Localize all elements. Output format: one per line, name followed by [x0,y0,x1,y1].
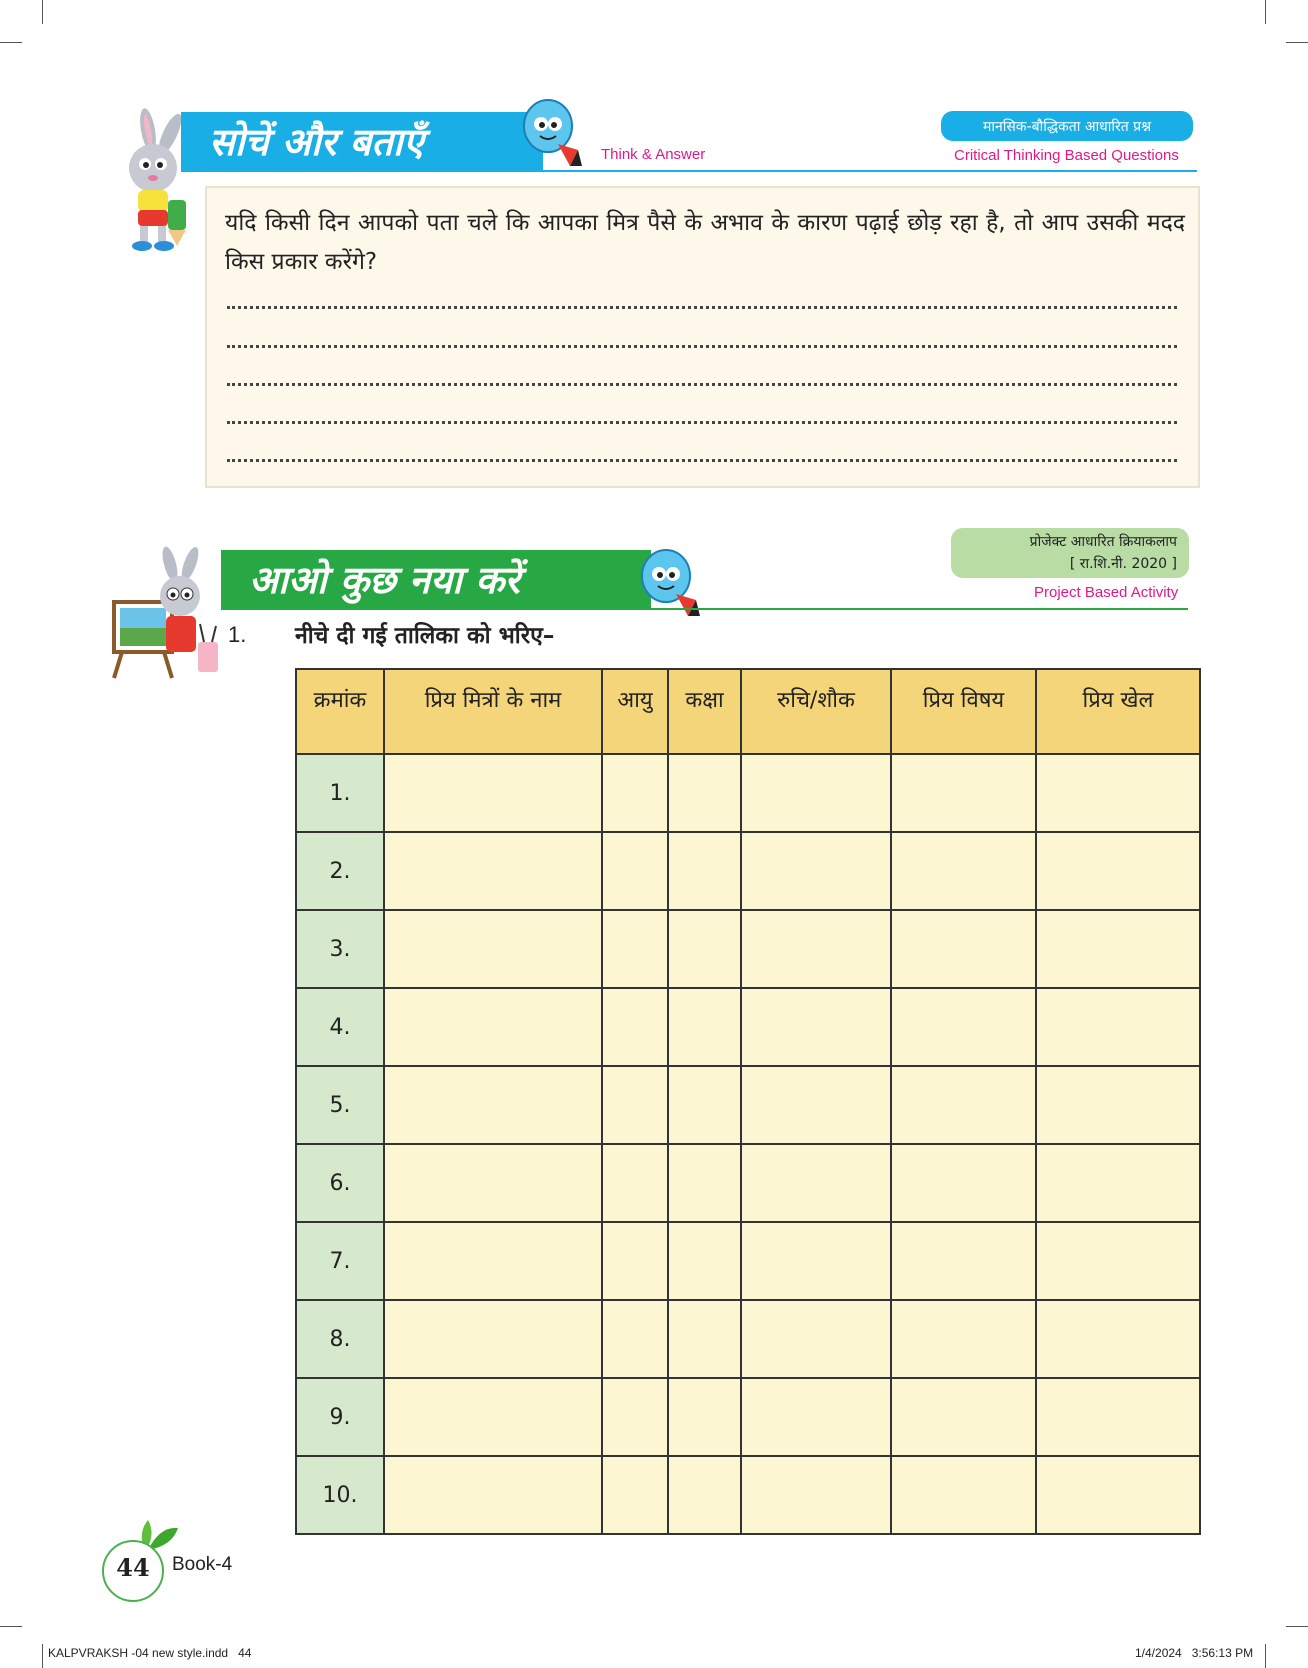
serial-number-cell: 3. [296,910,384,988]
blank-fill-cell[interactable] [1036,910,1200,988]
serial-number-cell: 6. [296,1144,384,1222]
blank-fill-cell[interactable] [741,1144,891,1222]
table-row [296,1300,1200,1378]
table-row [296,910,1200,988]
blank-fill-cell[interactable] [891,1066,1036,1144]
blank-fill-cell[interactable] [384,832,602,910]
blank-fill-cell[interactable] [602,1222,668,1300]
table-header-cell: कक्षा [668,669,741,754]
crop-mark [42,1644,43,1668]
table-row [296,1066,1200,1144]
blank-fill-cell[interactable] [668,1144,741,1222]
blank-fill-cell[interactable] [1036,1300,1200,1378]
blank-fill-cell[interactable] [891,1300,1036,1378]
blank-fill-cell[interactable] [891,832,1036,910]
blank-fill-cell[interactable] [1036,1456,1200,1534]
blank-fill-cell[interactable] [668,1066,741,1144]
blank-fill-cell[interactable] [741,1300,891,1378]
blank-fill-cell[interactable] [384,988,602,1066]
blank-fill-cell[interactable] [741,832,891,910]
serial-number-cell: 10. [296,1456,384,1534]
section-title: आओ कुछ नया करें [249,557,520,602]
section-divider [181,170,1197,172]
blank-fill-cell[interactable] [668,1222,741,1300]
crop-mark [0,42,22,43]
serial-number-cell: 7. [296,1222,384,1300]
serial-number-cell: 5. [296,1066,384,1144]
section-title: सोचें और बताएँ [209,119,424,164]
tag-label-english: Critical Thinking Based Questions [954,147,1179,164]
blank-fill-cell[interactable] [741,1222,891,1300]
blank-fill-cell[interactable] [668,1456,741,1534]
blank-fill-cell[interactable] [602,1300,668,1378]
table-header-cell: आयु [602,669,668,754]
crop-mark [1286,1626,1308,1627]
crop-mark [1265,0,1266,24]
blank-fill-cell[interactable] [384,754,602,832]
serial-number-cell: 8. [296,1300,384,1378]
table-header-row [296,669,1200,754]
blank-fill-cell[interactable] [741,1066,891,1144]
blank-fill-cell[interactable] [1036,1144,1200,1222]
tag-label-policy: [ रा.शि.नी. 2020 ] [1069,556,1177,572]
print-file-info: KALPVRAKSH -04 new style.indd 44 [48,1646,252,1660]
blank-fill-cell[interactable] [1036,988,1200,1066]
page-number: 44 [116,1553,150,1582]
blank-fill-cell[interactable] [1036,1378,1200,1456]
blank-fill-cell[interactable] [602,1456,668,1534]
serial-number-cell: 2. [296,832,384,910]
blank-fill-cell[interactable] [384,1222,602,1300]
blank-fill-cell[interactable] [741,1456,891,1534]
activity-type-tag [951,528,1189,578]
blank-fill-cell[interactable] [741,754,891,832]
blank-fill-cell[interactable] [1036,754,1200,832]
table-header-cell: क्रमांक [296,669,384,754]
blank-fill-cell[interactable] [891,1144,1036,1222]
blank-fill-cell[interactable] [602,1378,668,1456]
blank-fill-cell[interactable] [668,910,741,988]
blank-fill-cell[interactable] [741,988,891,1066]
section-title-banner [221,550,651,608]
crop-mark [1286,42,1308,43]
blank-fill-cell[interactable] [1036,1066,1200,1144]
book-label: Book-4 [172,1554,233,1575]
table-row [296,1144,1200,1222]
rabbit-painter-icon [108,546,228,682]
answer-line-2[interactable] [227,345,1177,348]
blank-fill-cell[interactable] [891,1378,1036,1456]
section-title-banner [181,112,543,170]
table-row [296,1378,1200,1456]
blank-fill-cell[interactable] [602,754,668,832]
blank-fill-cell[interactable] [741,910,891,988]
table-row [296,1456,1200,1534]
blank-fill-cell[interactable] [891,988,1036,1066]
blank-fill-cell[interactable] [668,832,741,910]
blank-fill-cell[interactable] [602,988,668,1066]
print-timestamp: 1/4/2024 3:56:13 PM [1135,1646,1254,1660]
question-text: यदि किसी दिन आपको पता चले कि आपका मित्र पैसे के अभाव के कारण पढ़ाई छोड़ रहा है, तो आप उसकी मदद किस प्रकार करेंगे? [225,210,1185,275]
table-header-cell: प्रिय मित्रों के नाम [384,669,602,754]
blank-fill-cell[interactable] [384,910,602,988]
blank-fill-cell[interactable] [384,1300,602,1378]
friends-table [295,668,1201,1535]
question-type-tag [941,111,1193,141]
tag-label-hindi: मानसिक-बौद्धिकता आधारित प्रश्न [982,118,1152,135]
crop-mark [0,1626,22,1627]
pencil-mascot-icon [518,98,588,170]
section-subtitle-english: Think & Answer [601,146,706,163]
answer-line-1[interactable] [227,306,1177,309]
blank-fill-cell[interactable] [1036,832,1200,910]
blank-fill-cell[interactable] [384,1066,602,1144]
answer-line-3[interactable] [227,383,1177,386]
blank-fill-cell[interactable] [668,1378,741,1456]
blank-fill-cell[interactable] [602,910,668,988]
blank-fill-cell[interactable] [668,988,741,1066]
blank-fill-cell[interactable] [602,1066,668,1144]
instruction-text: नीचे दी गई तालिका को भरिए– [295,623,555,649]
blank-fill-cell[interactable] [891,910,1036,988]
table-header-cell: प्रिय खेल [1036,669,1200,754]
blank-fill-cell[interactable] [384,1144,602,1222]
table-header-cell: प्रिय विषय [891,669,1036,754]
blank-fill-cell[interactable] [891,1222,1036,1300]
blank-fill-cell[interactable] [741,1378,891,1456]
crop-mark [1265,1644,1266,1668]
table-row [296,1222,1200,1300]
blank-fill-cell[interactable] [891,1456,1036,1534]
blank-fill-cell[interactable] [602,1144,668,1222]
serial-number-cell: 4. [296,988,384,1066]
blank-fill-cell[interactable] [384,1456,602,1534]
blank-fill-cell[interactable] [602,832,668,910]
serial-number-cell: 1. [296,754,384,832]
table-row [296,754,1200,832]
table-row [296,988,1200,1066]
section-divider [221,608,1188,610]
table-row [296,832,1200,910]
blank-fill-cell[interactable] [668,1300,741,1378]
answer-line-5[interactable] [227,459,1177,462]
blank-fill-cell[interactable] [891,754,1036,832]
blank-fill-cell[interactable] [668,754,741,832]
answer-line-4[interactable] [227,421,1177,424]
blank-fill-cell[interactable] [384,1378,602,1456]
tag-label-english: Project Based Activity [1034,584,1179,601]
tag-label-hindi: प्रोजेक्ट आधारित क्रियाकलाप [1029,534,1177,550]
instruction-number: 1. [228,622,247,647]
blank-fill-cell[interactable] [1036,1222,1200,1300]
crop-mark [42,0,43,24]
answer-box [205,186,1200,488]
serial-number-cell: 9. [296,1378,384,1456]
table-header-cell: रुचि/शौक [741,669,891,754]
